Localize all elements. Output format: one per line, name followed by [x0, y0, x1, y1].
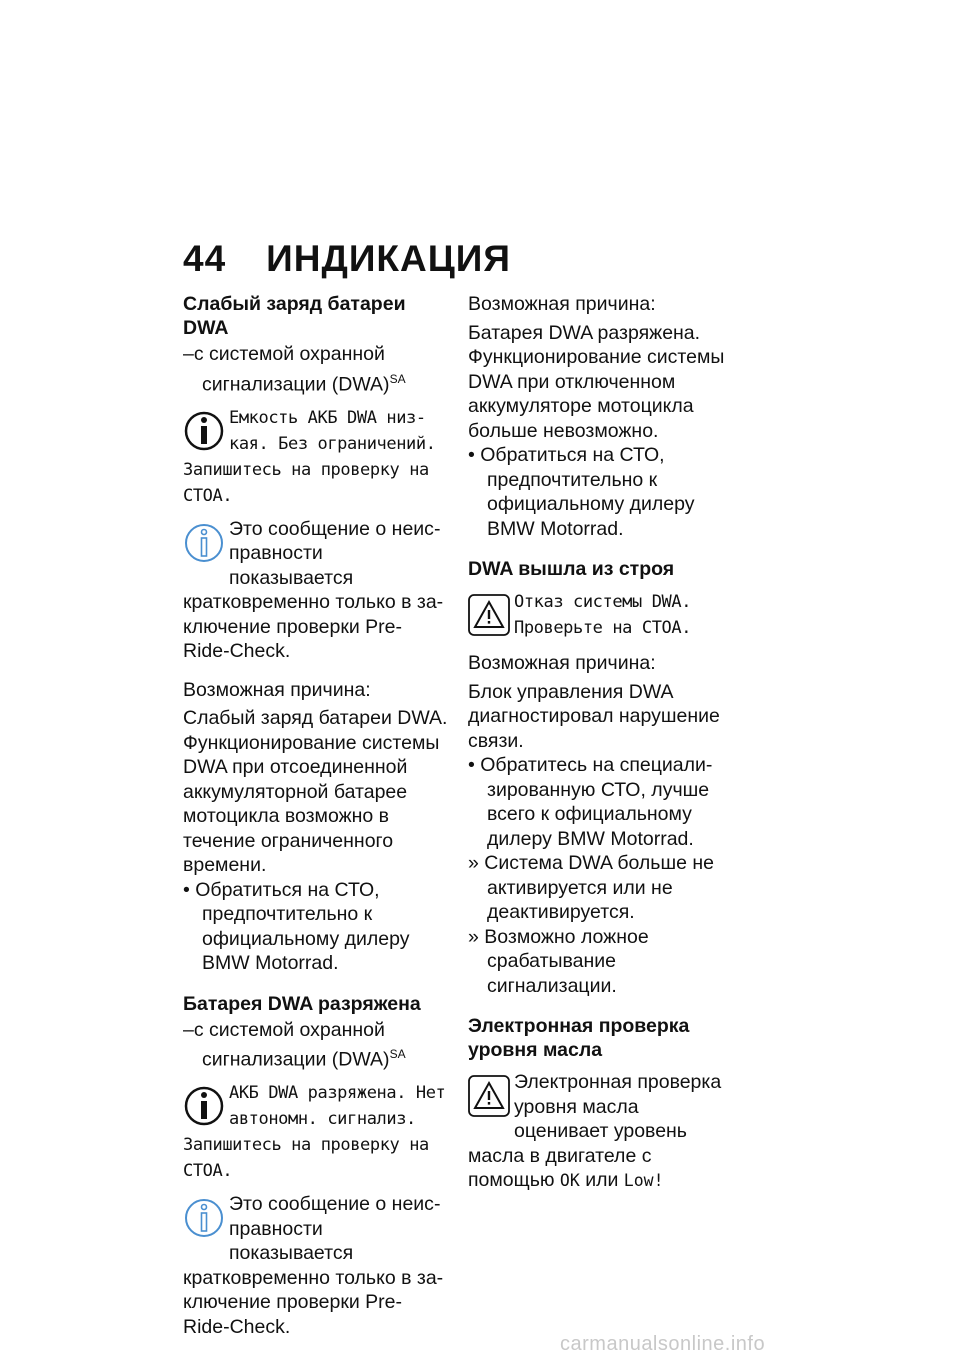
- cause-text: Слабый заряд батареи DWA. Функционирование системы DWA при отсоединенной аккумуляторной батарее мотоцикла возможно в течение ограниченного времени.: [183, 707, 448, 876]
- section-title-weak-battery: Слабый заряд батареи DWA: [183, 293, 406, 339]
- action-bullet: • Обратиться на СТО, предпочтительно к официальному дилеру BMW Motorrad.: [468, 444, 695, 540]
- display-message-dwa-failed: [468, 589, 733, 641]
- cause-label: Возможная причина:: [468, 293, 656, 315]
- display-message-weak-battery: [183, 405, 448, 509]
- page-title: ИНДИКАЦИЯ: [266, 238, 511, 279]
- display-message-text: Емкость АКБ DWA низкая. Без ограничений. Запишитесь на проверку на СТОА.: [183, 407, 436, 506]
- section-title-battery-discharged: Батарея DWA разряжена: [183, 992, 421, 1015]
- info-filled-icon: [183, 407, 227, 457]
- section-title-dwa-failed: DWA вышла из строя: [468, 558, 675, 580]
- info-note-text: Это сообщение о неисправности показывается кратковременно только в заключение проверки Pre-Ride-Check.: [183, 1193, 444, 1338]
- action-bullet: • Обратитесь на специализированную СТО, лучше всего к официальному дилеру BMW Motorrad.: [468, 754, 713, 850]
- page-header: [183, 238, 511, 280]
- display-message-text: АКБ DWA разряжена. Нет автономн. сигнализ. Запишитесь на проверку на СТОА.: [183, 1083, 446, 1181]
- page-number: 44: [183, 238, 227, 279]
- info-note-battery-discharged: [183, 1192, 448, 1339]
- cause-label: Возможная причина:: [183, 678, 371, 701]
- dwa-equipment-text: –с системой охранной сигнализации (DWA): [183, 343, 390, 395]
- warning-triangle-icon: [468, 1072, 512, 1122]
- info-outline-icon: [183, 1194, 227, 1244]
- left-column: [183, 292, 448, 1345]
- sa-marker: SA: [389, 1047, 406, 1061]
- info-outline-icon: [183, 519, 227, 569]
- or-word: или: [585, 1169, 619, 1191]
- warning-triangle-icon: [468, 591, 512, 641]
- display-message-battery-discharged: [183, 1080, 448, 1184]
- low-value: Low!: [623, 1171, 664, 1190]
- cause-text: Блок управления DWA диагностировал нарушение связи.: [468, 680, 720, 752]
- dwa-equipment-note: [183, 342, 448, 397]
- sa-marker: SA: [389, 371, 406, 386]
- watermark: carmanualsonline.info: [560, 1333, 766, 1355]
- info-note-text: Это сообщение о неисправности показывается кратковременно только в заключение проверки Pre-Ride-Check.: [183, 517, 444, 662]
- dwa-equipment-text: –с системой охранной сигнализации (DWA): [183, 1018, 390, 1071]
- result-arrow: » Возможно ложное срабатывание сигнализации.: [468, 925, 649, 997]
- right-column: [468, 292, 733, 1200]
- ok-value: OK: [559, 1171, 580, 1190]
- oil-level-note: [468, 1070, 733, 1194]
- dwa-equipment-note: [183, 1018, 448, 1073]
- action-bullet: • Обратиться на СТО, предпочтительно к официальному дилеру BMW Motorrad.: [183, 878, 410, 974]
- section-title-oil-level: Электронная проверка уровня масла: [468, 1015, 690, 1061]
- display-message-text: Отказ системы DWA. Проверьте на СТОА.: [514, 592, 692, 638]
- cause-text: Батарея DWA разряжена. Функционирование системы DWA при отключенном аккумуляторе мотоцикла больше невозможно.: [468, 321, 725, 442]
- cause-label: Возможная причина:: [468, 652, 656, 674]
- info-note-weak-battery: [183, 517, 448, 664]
- info-filled-icon: [183, 1082, 227, 1132]
- oil-level-text: Электронная проверка уровня масла оценивает уровень масла в двигателе с помощью: [468, 1071, 722, 1191]
- result-arrow: » Система DWA больше не активируется или не деактивируется.: [468, 852, 714, 923]
